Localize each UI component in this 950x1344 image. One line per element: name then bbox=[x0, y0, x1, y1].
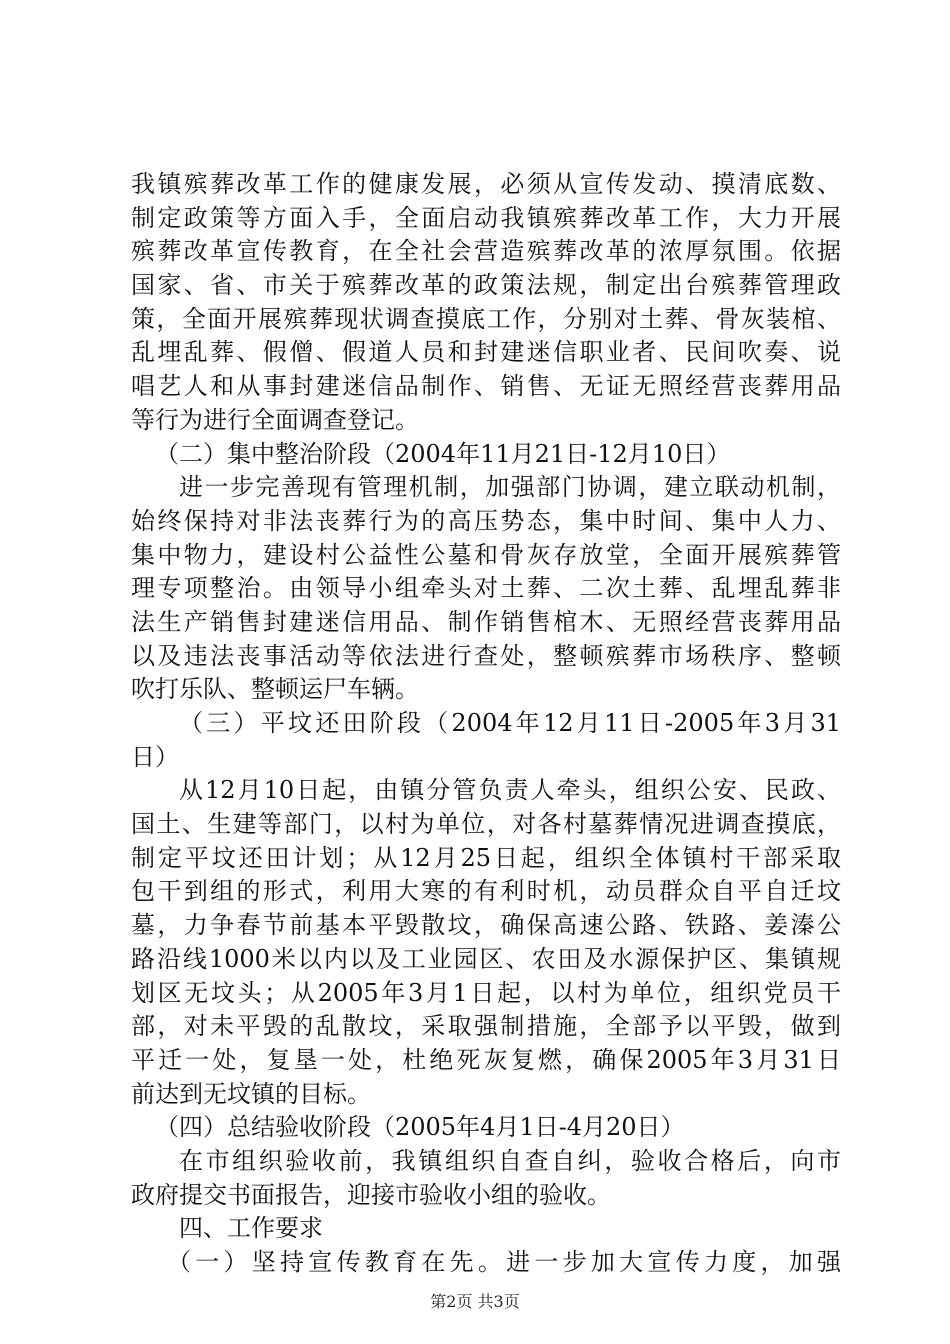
text-line: 我镇殡葬改革工作的健康发展，必须从宣传发动、摸清底数、 bbox=[131, 170, 841, 198]
text-line: 策，全面开展殡葬现状调查摸底工作，分别对土葬、骨灰装棺、 bbox=[131, 304, 841, 333]
text-line: 日） bbox=[131, 742, 179, 771]
text-line: 政府提交书面报告，迎接市验收小组的验收。 bbox=[131, 1180, 611, 1209]
page-footer: 第2页 共3页 bbox=[430, 1292, 520, 1311]
text-line: 在市组织验收前，我镇组织自查自纠，验收合格后，向市 bbox=[179, 1146, 841, 1175]
text-line: 部，对未平毁的乱散坟，采取强制措施，全部予以平毁，做到 bbox=[131, 1012, 841, 1041]
text-line: 墓，力争春节前基本平毁散坟，确保高速公路、铁路、姜溱公 bbox=[131, 911, 841, 940]
text-line: 理专项整治。由领导小组牵头对土葬、二次土葬、乱埋乱葬非 bbox=[131, 574, 841, 603]
text-line: 包干到组的形式，利用大寒的有利时机，动员群众自平自迁坟 bbox=[131, 877, 841, 906]
text-line: 法生产销售封建迷信用品、制作销售棺木、无照经营丧葬用品 bbox=[131, 607, 841, 636]
text-line: 国土、生建等部门，以村为单位，对各村墓葬情况进调查摸底， bbox=[131, 810, 841, 839]
text-line: 唱艺人和从事封建迷信品制作、销售、无证无照经营丧葬用品 bbox=[131, 372, 841, 401]
text-line: 制定政策等方面入手，全面启动我镇殡葬改革工作，大力开展 bbox=[131, 203, 841, 232]
text-line: 始终保持对非法丧葬行为的高压势态，集中时间、集中人力、 bbox=[131, 506, 841, 535]
text-line: 划区无坟头；从2005年3月1日起，以村为单位，组织党员干 bbox=[131, 978, 841, 1007]
text-line: 国家、省、市关于殡葬改革的政策法规，制定出台殡葬管理政 bbox=[131, 271, 841, 300]
text-line: 四、工作要求 bbox=[179, 1214, 323, 1243]
document-body bbox=[131, 168, 841, 1280]
text-line: 以及违法丧事活动等依法进行查处，整顿殡葬市场秩序、整顿 bbox=[131, 641, 841, 670]
text-line: 集中物力，建设村公益性公墓和骨灰存放堂，全面开展殡葬管 bbox=[131, 540, 841, 569]
text-line: （二）集中整治阶段（2004年11月21日-12月10日） bbox=[155, 439, 731, 468]
text-line: 平迁一处，复垦一处，杜绝死灰复燃，确保2005年3月31日 bbox=[131, 1045, 841, 1074]
text-line: 路沿线1000米以内以及工业园区、农田及水源保护区、集镇规 bbox=[131, 944, 841, 973]
text-line: 吹打乐队、整顿运尸车辆。 bbox=[131, 675, 419, 704]
text-line: （三）平坟还田阶段（2004年12月11日-2005年3月31 bbox=[179, 709, 841, 737]
text-line: 从12月10日起，由镇分管负责人牵头，组织公安、民政、 bbox=[179, 776, 841, 805]
text-line: 等行为进行全面调查登记。 bbox=[131, 405, 419, 434]
text-line: 殡葬改革宣传教育，在全社会营造殡葬改革的浓厚氛围。依据 bbox=[131, 237, 841, 266]
text-line: 前达到无坟镇的目标。 bbox=[131, 1079, 371, 1108]
text-line: 进一步完善现有管理机制，加强部门协调，建立联动机制， bbox=[179, 473, 841, 502]
text-line: 乱埋乱葬、假僧、假道人员和封建迷信职业者、民间吹奏、说 bbox=[131, 338, 841, 367]
text-line: （四）总结验收阶段（2005年4月1日-4月20日） bbox=[155, 1113, 685, 1142]
text-line: 制定平坟还田计划；从12月25日起，组织全体镇村干部采取 bbox=[131, 843, 841, 872]
text-line: （一）坚持宣传教育在先。进一步加大宣传力度，加强 bbox=[167, 1248, 841, 1276]
